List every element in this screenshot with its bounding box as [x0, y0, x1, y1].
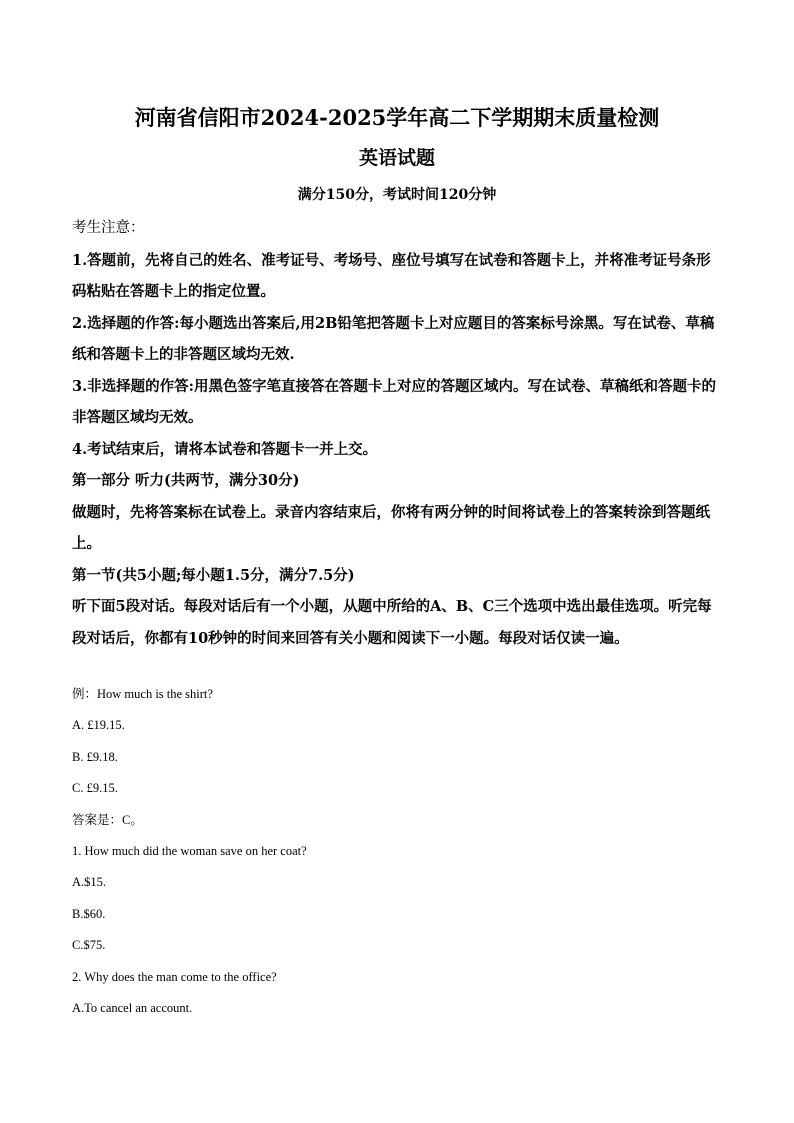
example-option: C. £9.15.	[72, 781, 118, 796]
instructions-block	[72, 213, 722, 654]
notice-item: 4.考试结束后，请将本试卷和答题卡一并上交。	[72, 440, 378, 458]
notice-item: 2.选择题的作答:每小题选出答案后,用2B铅笔把答题卡上对应题目的答案标号涂黑。写在试卷、草稿纸和答题卡上的非答题区域均无效.	[72, 314, 715, 363]
section-one-instruction: 听下面5段对话。每段对话后有一个小题，从题中所给的A、B、C三个选项中选出最佳选项。听完每段对话后，你都有10秒钟的时间来回答有关小题和阅读下一小题。每段对话仅读一遍。	[72, 598, 712, 647]
question-option: B.$60.	[72, 906, 106, 921]
example-question: 例：How much is the shirt?	[72, 687, 213, 701]
questions-block	[72, 679, 722, 1024]
question-option: C.$75.	[72, 938, 106, 953]
notice-heading: 考生注意：	[72, 220, 145, 236]
question-stem: 1. How much did the woman save on her coat?	[72, 844, 307, 859]
notice-item: 1.答题前，先将自己的姓名、准考证号、考场号、座位号填写在试卷和答题卡上，并将准考证号条形码粘贴在答题卡上的指定位置。	[72, 251, 711, 300]
question-option: A.To cancel an account.	[72, 1001, 193, 1016]
section-one-heading: 第一节(共5小题;每小题1.5分，满分7.5分)	[72, 566, 355, 584]
question-option: A.$15.	[72, 875, 107, 890]
question-stem: 2. Why does the man come to the office?	[72, 969, 277, 984]
score-time-line: 满分150分，考试时间120分钟	[297, 187, 497, 203]
exam-title: 河南省信阳市2024-2025学年高二下学期期末质量检测	[134, 105, 660, 130]
example-option: B. £9.18.	[72, 749, 118, 764]
part-one-instruction: 做题时，先将答案标在试卷上。录音内容结束后，你将有两分钟的时间将试卷上的答案转涂到答题纸上。	[72, 503, 710, 552]
example-option: A. £19.15.	[72, 718, 125, 733]
part-one-heading: 第一部分 听力(共两节，满分30分)	[72, 472, 300, 489]
example-answer: 答案是：C。	[72, 812, 143, 827]
notice-item: 3.非选择题的作答:用黑色签字笔直接答在答题卡上对应的答题区域内。写在试卷、草稿纸和答题卡的非答题区域均无效。	[72, 377, 716, 426]
subject-title: 英语试题	[358, 147, 435, 169]
